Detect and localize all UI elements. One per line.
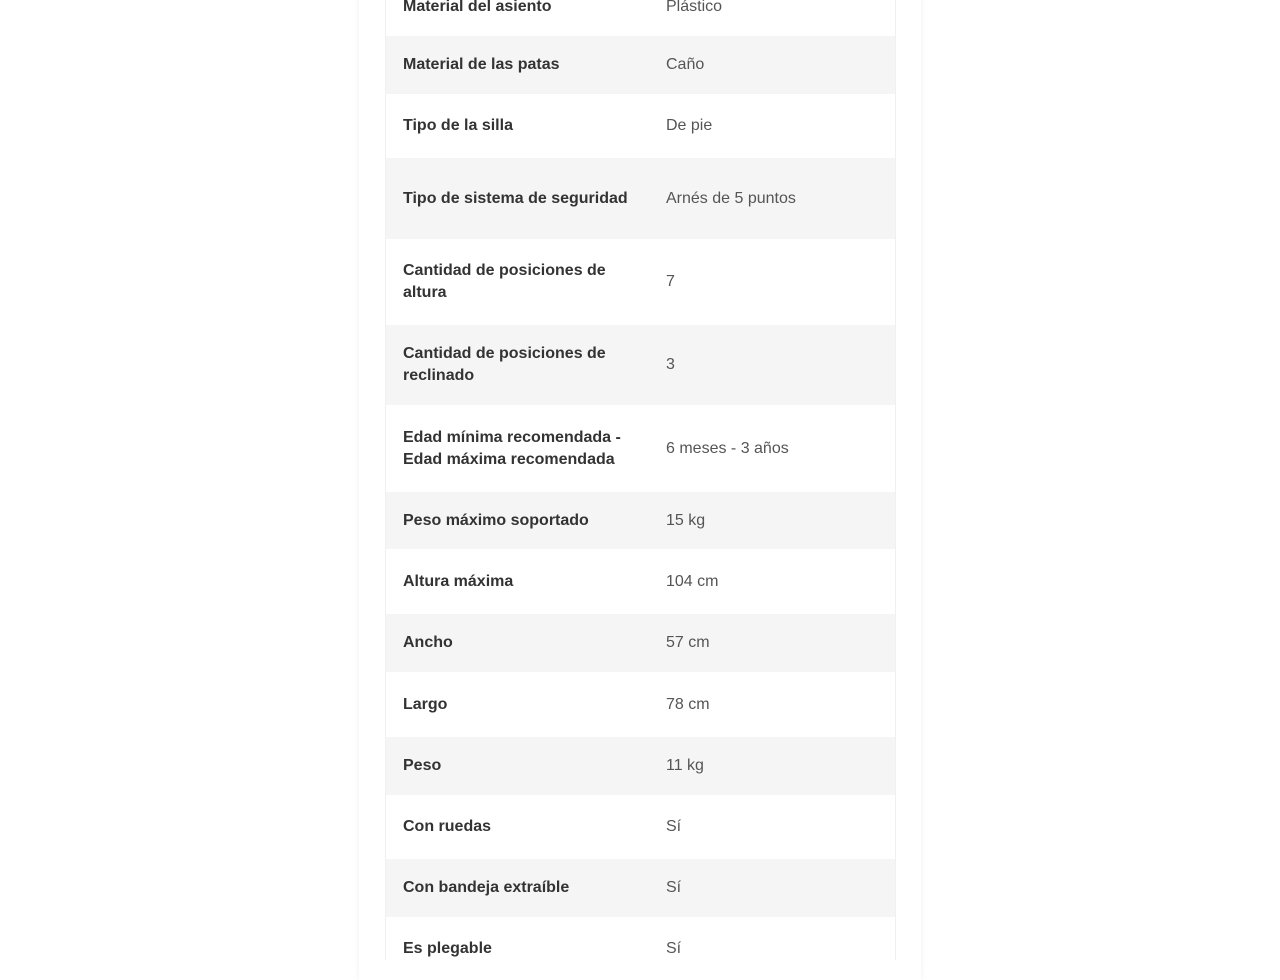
spec-label: Peso máximo soportado (403, 511, 589, 529)
table-row (386, 737, 895, 795)
table-row (386, 859, 895, 917)
table-row (386, 917, 895, 960)
table-row (386, 614, 895, 672)
spec-label: Altura máxima (403, 572, 514, 590)
table-row (386, 0, 895, 36)
spec-label: Con bandeja extraíble (403, 879, 570, 896)
spec-value: 6 meses - 3 años (666, 439, 789, 457)
table-row (386, 239, 895, 325)
spec-value: 11 kg (666, 757, 704, 774)
spec-label: Material del asiento (403, 0, 552, 15)
spec-label: Cantidad de posiciones de altura (403, 262, 606, 301)
spec-label: Tipo de la silla (403, 117, 513, 134)
spec-label: Con ruedas (403, 818, 492, 835)
spec-value: Plástico (666, 0, 723, 15)
spec-value: Sí (666, 818, 682, 835)
spec-label: Cantidad de posiciones de reclinado (403, 345, 606, 384)
spec-value: 7 (666, 273, 675, 290)
spec-value: Sí (666, 940, 682, 957)
spec-value: Sí (666, 879, 682, 896)
table-row (386, 492, 895, 549)
spec-label: Largo (403, 695, 448, 713)
spec-value: 15 kg (666, 511, 706, 529)
table-row (386, 36, 895, 94)
spec-label: Ancho (403, 634, 453, 651)
spec-value: 104 cm (666, 572, 719, 590)
table-row (386, 158, 895, 239)
spec-label: Edad mínima recomendada - Edad máxima recomendada (403, 428, 621, 468)
table-row (386, 795, 895, 859)
spec-label: Peso (403, 757, 442, 774)
specifications-table (385, 0, 896, 960)
table-row (386, 672, 895, 737)
spec-value: De pie (666, 117, 713, 134)
spec-value: 3 (666, 356, 675, 373)
spec-label: Material de las patas (403, 56, 560, 73)
spec-value: Arnés de 5 puntos (666, 189, 796, 207)
spec-value: 57 cm (666, 634, 710, 651)
table-row (386, 325, 895, 405)
spec-value: 78 cm (666, 695, 710, 713)
spec-value: Caño (666, 56, 705, 73)
spec-label: Tipo de sistema de seguridad (403, 189, 628, 207)
table-row (386, 405, 895, 492)
table-row (386, 549, 895, 614)
spec-label: Es plegable (403, 940, 492, 957)
table-row (386, 94, 895, 158)
